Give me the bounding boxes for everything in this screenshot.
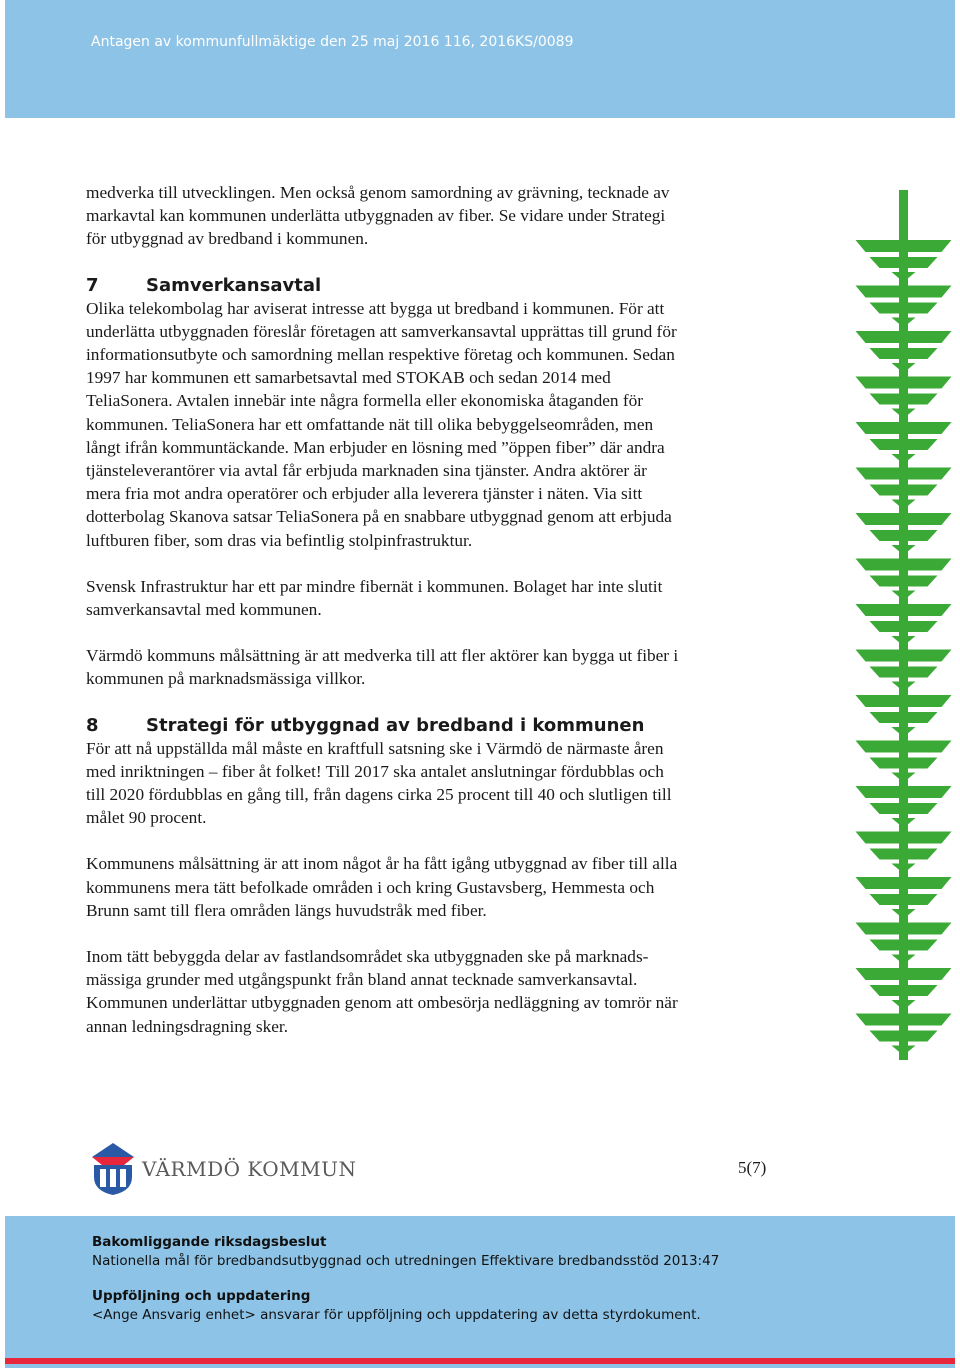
tree-branch — [892, 682, 916, 692]
tree-branch — [892, 363, 916, 373]
tree-branch — [870, 1031, 938, 1042]
tree-branch — [856, 877, 952, 889]
text-line: med inriktningen – fiber åt folket! Till 2017 ska antalet anslutningar fördubblas och — [86, 761, 664, 781]
tree-branch — [870, 894, 938, 905]
text-line: luftburen fiber, som dras via befintlig stolpinfrastruktur. — [86, 530, 473, 550]
text-line: samverkansavtal med kommunen. — [86, 600, 322, 620]
text-line: annan ledningsdragning sker. — [86, 1016, 289, 1036]
section-title: Samverkansavtal — [146, 274, 322, 296]
text-line: till 2020 fördubblas en gång till, från dagens cirka 25 procent till 40 och slutligen till — [86, 785, 672, 805]
tree-branch — [870, 849, 938, 860]
tree-branch — [856, 422, 952, 434]
tree-branch — [892, 909, 916, 919]
intro-paragraph — [86, 181, 786, 251]
section-7-paragraph-1 — [86, 297, 786, 552]
tree-branch — [892, 818, 916, 828]
tree-branch — [856, 377, 952, 389]
footer-red-rule — [5, 1358, 955, 1364]
header-approval-text: Antagen av kommunfullmäktige den 25 maj 2016 116, 2016KS/0089 — [91, 34, 574, 50]
text-line: TeliaSonera. Avtalen innebär inte några formella eller ekonomiska åtaganden för — [86, 391, 643, 411]
text-line: för utbyggnad av bredband i kommunen. — [86, 229, 369, 249]
tree-branch — [856, 695, 952, 707]
section-number: 7 — [86, 274, 99, 296]
header-band — [5, 0, 955, 118]
footer-label-followup: Uppföljning och uppdatering — [92, 1288, 311, 1304]
tree-branch — [892, 955, 916, 965]
tree-branch — [856, 923, 952, 935]
section-8-paragraph-3 — [86, 945, 786, 1038]
text-line: kommunen på marknadsmässiga villkor. — [86, 669, 366, 689]
tree-branch — [892, 545, 916, 555]
varmdo-coat-of-arms-icon — [92, 1143, 134, 1195]
footer-band — [5, 1216, 955, 1368]
text-line: dotterbolag Skanova satsar TeliaSonera på en snabbare utbyggnad genom att erbjuda — [86, 507, 672, 527]
tree-branch — [870, 712, 938, 723]
tree-branch — [856, 559, 952, 571]
tree-branch — [870, 576, 938, 587]
tree-branch — [856, 286, 952, 298]
section-title: Strategi för utbyggnad av bredband i kommunen — [146, 714, 645, 736]
tree-branch — [856, 331, 952, 343]
section-number: 8 — [86, 714, 99, 736]
tree-branch — [892, 318, 916, 328]
tree-branch — [870, 667, 938, 678]
tree-branch — [870, 257, 938, 268]
tree-branch — [892, 500, 916, 510]
text-line: informationsutbyte och samordning mellan respektive företag och kommunen. Sedan — [86, 345, 675, 365]
tree-branch — [856, 604, 952, 616]
tree-branch — [856, 650, 952, 662]
tree-branch — [892, 272, 916, 282]
tree-branch — [856, 240, 952, 252]
tree-branch — [892, 773, 916, 783]
text-line: För att nå uppställda mål måste en kraftfull satsning ske i Värmdö de närmaste åren — [86, 738, 664, 758]
footer-text-followup: <Ange Ansvarig enhet> ansvarar för uppföljning och uppdatering av detta styrdokument. — [92, 1307, 701, 1323]
tree-branch — [870, 303, 938, 314]
text-line: kommunen. TeliaSonera har ett omfattande nät till olika bebyggelseområden, men — [86, 414, 654, 434]
page-number: 5(7) — [738, 1158, 767, 1177]
tree-branch — [892, 454, 916, 464]
text-line: Kommunen underlättar utbyggnaden genom att ombesörja nedläggning av tomrör när — [86, 993, 678, 1013]
tree-branch — [856, 832, 952, 844]
text-line: underlätta utbyggnaden föreslår företagen att samverkansavtal upprättas till grund för — [86, 321, 677, 341]
text-line: Brunn samt till flera områden längs huvudstråk med fiber. — [86, 900, 487, 920]
text-line: 1997 har kommunen ett samarbetsavtal med STOKAB och sedan 2014 med — [86, 368, 611, 388]
tree-branch — [892, 591, 916, 601]
tree-branch — [856, 741, 952, 753]
text-line: Kommunens målsättning är att inom något år ha fått igång utbyggnad av fiber till alla — [86, 854, 678, 874]
text-line: mässiga grunder med utgångspunkt från bland annat tecknade samverkansavtal. — [86, 970, 638, 990]
tree-branch — [870, 348, 938, 359]
text-line: målet 90 procent. — [86, 808, 207, 828]
tree-branch — [870, 621, 938, 632]
text-line: Värmdö kommuns målsättning är att medverka till att fler aktörer kan bygga ut fiber i — [86, 646, 679, 666]
section-7-heading — [86, 274, 786, 297]
text-line: markavtal kan kommunen underlätta utbyggnaden av fiber. Se vidare under Strategi — [86, 206, 666, 226]
section-8-paragraph-2 — [86, 852, 786, 922]
tree-branch — [870, 485, 938, 496]
text-line: tjänsteleverantörer via avtal får erbjuda marknaden sina tjänster. Andra aktörer är — [86, 461, 647, 481]
tree-branch — [892, 636, 916, 646]
section-7-paragraph-2 — [86, 575, 786, 621]
footer-text-decision: Nationella mål för bredbandsutbyggnad och utredningen Effektivare bredbandsstöd 2013:47 — [92, 1253, 720, 1269]
tree-branch — [856, 786, 952, 798]
text-line: mera fria mot andra operatörer och erbjuder alla leverera tjänster i näten. Via sitt — [86, 484, 643, 504]
tree-branch — [870, 985, 938, 996]
tree-branch — [892, 727, 916, 737]
text-line: Svensk Infrastruktur har ett par mindre fibernät i kommunen. Bolaget har inte slutit — [86, 576, 663, 596]
tree-branch — [870, 530, 938, 541]
section-8-heading — [86, 714, 786, 737]
tree-branch — [892, 409, 916, 419]
tree-branch — [856, 968, 952, 980]
text-line: kommunens mera tätt befolkade områden i och kring Gustavsberg, Hemmesta och — [86, 877, 655, 897]
text-line: Olika telekombolag har aviserat intresse att bygga ut bredband i kommunen. För att — [86, 298, 665, 318]
tree-branch — [870, 394, 938, 405]
tree-branch — [870, 439, 938, 450]
text-line: medverka till utvecklingen. Men också genom samordning av grävning, tecknade av — [86, 183, 670, 202]
tree-branch — [856, 513, 952, 525]
text-line: Inom tätt bebyggda delar av fastlandsområdet ska utbyggnaden ske på marknads- — [86, 947, 649, 967]
tree-branch — [870, 758, 938, 769]
tree-branch — [856, 1014, 952, 1026]
tree-branch — [892, 864, 916, 874]
tree-branch — [870, 803, 938, 814]
tree-branch — [892, 1046, 916, 1056]
section-8-paragraph-1 — [86, 737, 786, 830]
document-body — [86, 181, 786, 1038]
logo-wordmark: VÄRMDÖ KOMMUN — [142, 1157, 357, 1181]
tree-branch — [856, 468, 952, 480]
tree-branch — [870, 940, 938, 951]
decorative-tree-icon — [848, 190, 958, 1070]
section-7-paragraph-3 — [86, 644, 786, 690]
footer-label-decision: Bakomliggande riksdagsbeslut — [92, 1234, 327, 1250]
tree-branch — [892, 1000, 916, 1010]
text-line: långt ifrån kommuntäckande. Man erbjuder en lösning med ”öppen fiber” där andra — [86, 437, 665, 457]
